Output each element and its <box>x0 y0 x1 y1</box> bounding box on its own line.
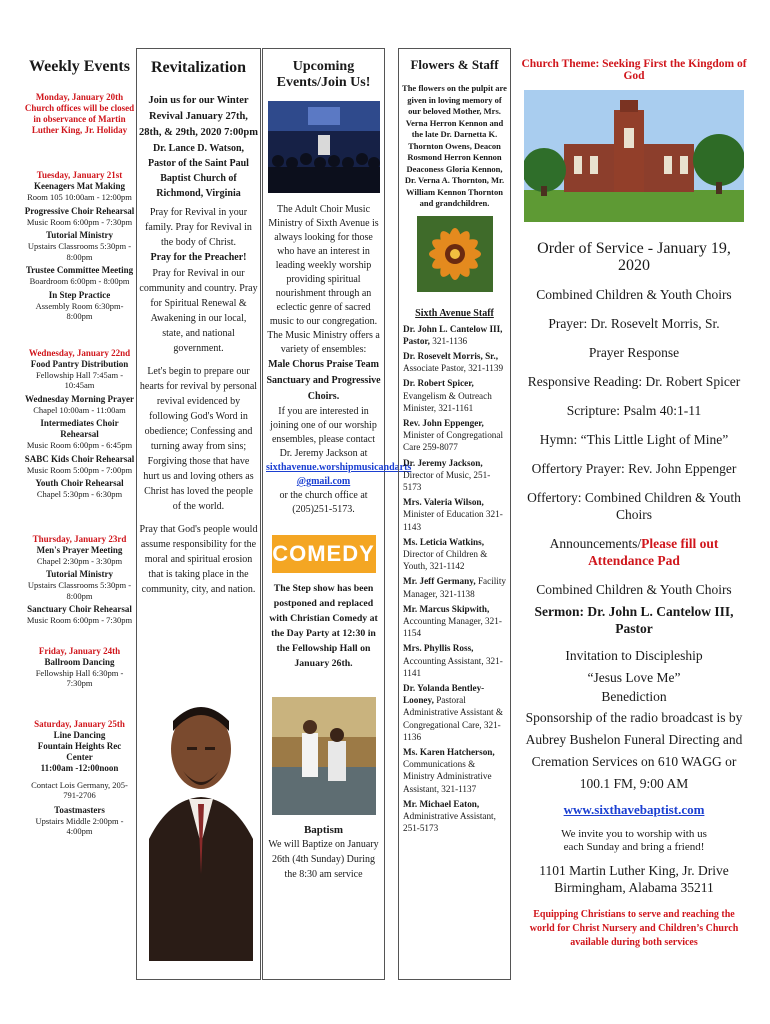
flower-image <box>417 216 493 292</box>
order-item: Scripture: Psalm 40:1-11 <box>566 403 702 418</box>
monday-heading: Monday, January 20th <box>35 92 124 102</box>
order-item: Combined Children & Youth Choirs <box>536 287 732 302</box>
event-detail: Chapel 2:30pm - 3:30pm <box>36 555 123 566</box>
website-link[interactable]: www.sixthavebaptist.com <box>563 802 705 817</box>
staff-entry <box>403 417 506 454</box>
staff-detail: Accounting Manager, 321-1154 <box>403 615 502 639</box>
event-detail: Upstairs Classrooms 5:30pm - 8:00pm <box>27 241 132 262</box>
baptism-text: We will Baptize on January 26th (4th Sunday) During the 8:30 am service <box>268 839 379 880</box>
church-theme: Church Theme: Seeking First the Kingdom of God <box>521 58 747 82</box>
event-name: Tutorial Ministry <box>46 230 113 240</box>
event-name: Youth Choir Rehearsal <box>35 478 124 488</box>
staff-entry <box>403 350 506 374</box>
staff-entry <box>403 457 506 494</box>
upcoming-events-panel <box>262 48 412 980</box>
event-detail: Boardroom 6:00pm - 8:00pm <box>29 276 130 286</box>
staff-detail: Minister of Congregational Care 259-8077 <box>403 430 504 453</box>
address-line-2: Birmingham, Alabama 35211 <box>554 880 714 895</box>
staff-entry <box>403 377 506 414</box>
church-office-phone: or the church office at (205)251-5173. <box>279 490 368 515</box>
sermon: Sermon: Dr. John L. Cantelow III, Pastor <box>534 604 734 636</box>
revitalization-title: Revitalization <box>150 59 247 76</box>
event-name: Wednesday Morning Prayer <box>25 393 134 404</box>
event-detail: Chapel 10:00am - 11:00am <box>33 404 126 415</box>
address-line-1: 1101 Martin Luther King, Jr. Drive <box>539 863 729 878</box>
event-name: Trustee Committee Meeting <box>25 265 134 275</box>
revival-prayers: Pray for Revival in your family. Pray for Revival in the body of Christ. <box>145 207 252 248</box>
order-item: Prayer Response <box>588 345 680 360</box>
order-item: Offertory: Combined Children & Youth Choirs <box>527 490 741 522</box>
revival-paragraph-2: Pray that God's people would assume responsibility for the moral and spiritual erosion that is taking place in the community, city, and nation. <box>139 524 258 595</box>
event-detail: Upstairs Classrooms 5:30pm - 8:00pm <box>27 580 132 601</box>
staff-detail: Facility Manager, 321-1138 <box>403 576 507 599</box>
mission-statement: Equipping Christians to serve and reaching the world for Christ Nursery and Children’s Church available during both services <box>529 909 739 948</box>
order-item: Offertory Prayer: Rev. John Eppenger <box>531 461 737 476</box>
saturday-toastmasters-detail: Upstairs Middle 2:00pm - 4:00pm <box>35 815 124 836</box>
staff-entry <box>403 642 506 679</box>
upcoming-events-title: Upcoming Events/Join Us! <box>276 59 371 90</box>
friday-events <box>24 657 135 689</box>
staff-detail: Director of Music, 251-5173 <box>403 469 491 492</box>
event-detail: Fellowship Hall 7:45am - 10:45am <box>35 369 124 390</box>
event-detail: Music Room 6:00pm - 7:30pm <box>26 615 133 625</box>
event-name: Intermediates Choir Rehearsal <box>40 418 119 439</box>
staff-entry <box>403 496 506 533</box>
staff-detail: Associate Pastor, 321-1139 <box>403 363 504 374</box>
order-title: Order of Service - January 19, 2020 <box>537 240 731 274</box>
choir-intro: The Adult Choir Music Ministry of Sixth Avenue is always looking for those who have an interest in leading weekly worship providing spiritual nourishment through an eclectic genre of sacred music to our congregation. The Music Ministry offers a variety of ensembles: <box>267 204 380 355</box>
saturday-contact: Contact Lois Germany, 205-791-2706 <box>31 779 128 800</box>
staff-detail: Administrative Assistant, 251-5173 <box>403 811 496 834</box>
staff-name: Dr. Jeremy Jackson, <box>403 457 483 468</box>
revival-crowd-image <box>268 101 380 193</box>
step-show-notice: The Step show has been postponed and replaced with Christian Comedy at the Day Party at 12:30 in the Fellowship Hall on January 26th. <box>269 583 378 669</box>
comedy-graphic-text: COMEDY <box>272 541 375 566</box>
pray-for-preacher: Pray for the Preacher! <box>150 252 247 263</box>
baptism-image <box>272 697 376 815</box>
event-name: Progressive Choir Rehearsal <box>24 205 135 216</box>
ensembles-list: Male Chorus Praise Team Sanctuary and Progressive Choirs. <box>266 359 381 402</box>
choir-email-link[interactable]: sixthavenue.worshipmusicandarts @gmail.com <box>266 462 412 487</box>
flowers-memorial: The flowers on the pulpit are given in loving memory of our beloved Mother, Mrs. Verna Herron Kennon and the late Dr. Darnetta K. Thornton Owens, Deacon Rosmond Herron Kennon Deaconess Gloria Kennon, Dr. Verna A. Thornton, Mr. William Kennon Thornton and grandchildren. <box>402 83 507 208</box>
staff-name: Mrs. Valeria Wilson, <box>403 497 484 508</box>
staff-entry <box>403 746 506 795</box>
revival-prayers-2: Pray for Revival in our community and country. Pray for Spiritual Renewal & Awakening in our local, state, and national government. <box>139 268 258 354</box>
staff-name: Dr. Yolanda Bentley-Looney, <box>403 682 485 706</box>
event-name: In Step Practice <box>48 289 111 300</box>
thursday-events <box>24 545 135 626</box>
staff-entry <box>403 536 506 573</box>
church-building-image <box>524 90 744 222</box>
staff-detail: Evangelism & Outreach Minister, 321-1161 <box>403 390 492 413</box>
event-detail: Assembly Room 6:30pm-8:00pm <box>35 300 124 321</box>
revival-speaker: Dr. Lance D. Watson, Pastor of the Saint Paul Baptist Church of Richmond, Virginia <box>148 143 249 199</box>
hymn-2: “Jesus Love Me” <box>587 670 681 685</box>
thursday-heading: Thursday, January 23rd <box>32 533 127 544</box>
staff-name: Dr. John L. Cantelow III, Pastor, <box>403 323 503 346</box>
staff-name: Mrs. Phyllis Ross, <box>403 643 474 654</box>
staff-name: Rev. John Eppenger, <box>403 417 484 428</box>
staff-title: Sixth Avenue Staff <box>415 307 494 319</box>
staff-name: Mr. Jeff Germany, <box>403 576 476 587</box>
event-name: Sanctuary Choir Rehearsal <box>27 604 132 614</box>
staff-detail: Minister of Education 321-1143 <box>403 509 503 532</box>
event-name: Men's Prayer Meeting <box>36 544 123 555</box>
staff-name: Ms. Leticia Watkins, <box>403 536 484 547</box>
staff-detail: Accounting Assistant, 321-1141 <box>403 655 503 678</box>
event-detail: Music Room 6:00pm - 7:30pm <box>26 216 133 227</box>
announcements <box>520 535 748 569</box>
event-detail: Chapel 5:30pm - 6:30pm <box>36 489 123 499</box>
choirs-2: Combined Children & Youth Choirs <box>536 582 732 597</box>
event-name: Ballroom Dancing <box>44 656 115 667</box>
saturday-event-place: Fountain Heights Rec Center <box>37 740 122 762</box>
staff-entry <box>403 682 506 743</box>
event-detail: Fellowship Hall 6:30pm - 7:30pm <box>35 667 124 688</box>
event-name: SABC Kids Choir Rehearsal <box>24 453 135 464</box>
benediction: Benediction <box>601 689 667 704</box>
staff-detail: 321-1136 <box>432 335 468 346</box>
order-item: Prayer: Dr. Rosevelt Morris, Sr. <box>548 316 720 331</box>
revitalization-panel <box>136 48 261 980</box>
staff-name: Ms. Karen Hatcherson, <box>403 747 495 757</box>
staff-entry <box>403 323 506 347</box>
event-name: Keenagers Mat Making <box>34 181 125 191</box>
saturday-heading: Saturday, January 25th <box>34 718 125 729</box>
fill-out-attendance: Please fill out Attendance Pad <box>588 536 719 568</box>
staff-list <box>399 323 510 835</box>
staff-entry <box>403 798 506 835</box>
staff-entry <box>403 603 506 640</box>
invite-text: We invite you to worship with us each Sunday and bring a friend! <box>561 828 707 853</box>
tuesday-heading: Tuesday, January 21st <box>36 170 123 180</box>
wednesday-heading: Wednesday, January 22nd <box>28 347 131 358</box>
staff-detail: Pastoral Administrative Assistant & Congregational Care, 321-1136 <box>403 695 504 742</box>
order-item: Hymn: “This Little Light of Mine” <box>539 432 729 447</box>
staff-name: Dr. Robert Spicer, <box>403 378 474 389</box>
saturday-event-name: Line Dancing <box>53 729 106 740</box>
announcements-label: Announcements/ <box>549 536 642 551</box>
event-name: Food Pantry Distribution <box>30 358 129 369</box>
staff-name: Dr. Rosevelt Morris, Sr., <box>403 350 499 361</box>
flowers-staff-panel <box>398 48 511 980</box>
monday-note: Church offices will be closed in observance of Martin Luther King, Jr. Holiday <box>24 103 135 135</box>
staff-entry <box>403 575 506 599</box>
friday-heading: Friday, January 24th <box>38 645 121 656</box>
staff-detail: Director of Children & Youth, 321-1142 <box>403 548 488 572</box>
order-of-service-panel <box>520 48 748 980</box>
weekly-events-title: Weekly Events <box>29 58 130 75</box>
invitation: Invitation to Discipleship <box>565 648 703 663</box>
tuesday-events <box>24 181 135 322</box>
staff-name: Mr. Marcus Skipwith, <box>403 603 490 614</box>
saturday-event-time: 11:00am -12:00noon <box>40 762 119 773</box>
radio-sponsor: Sponsorship of the radio broadcast is by Aubrey Bushelon Funeral Directing and Cremation Services on 610 WAGG or 100.1 FM, 9:00 AM <box>525 710 743 791</box>
saturday-toastmasters: Toastmasters <box>54 804 105 815</box>
event-detail: Music Room 5:00pm - 7:00pm <box>26 464 133 475</box>
wednesday-events <box>24 359 135 500</box>
order-item: Responsive Reading: Dr. Robert Spicer <box>527 374 741 389</box>
weekly-events-panel <box>24 48 135 980</box>
staff-name: Mr. Michael Eaton, <box>403 798 480 809</box>
staff-detail: Communications & Ministry Administrative Assistant, 321-1137 <box>403 759 492 794</box>
revival-heading: Join us for our Winter Revival January 27th, 28th, & 29th, 2020 7:00pm <box>139 95 259 138</box>
flowers-staff-title: Flowers & Staff <box>410 57 499 72</box>
order-items <box>520 286 748 523</box>
baptism-title: Baptism <box>303 824 344 836</box>
event-name: Tutorial Ministry <box>46 569 113 579</box>
event-detail: Music Room 6:00pm - 6:45pm <box>26 440 133 450</box>
comedy-graphic <box>272 535 376 573</box>
join-ensembles: If you are interested in joining one of our worship ensembles, please contact Dr. Jeremy Jackson at <box>270 406 377 459</box>
revival-paragraph-1: Let's begin to prepare our hearts for revival by personal revival evidenced by following God's Word in obedience; Confessing and turning away from sins; Forgiving those that have hurt us and loving others as Christ has loved the people of the world. <box>139 366 258 512</box>
pastor-portrait-image <box>149 669 253 961</box>
event-detail: Room 105 10:00am - 12:00pm <box>27 192 132 202</box>
